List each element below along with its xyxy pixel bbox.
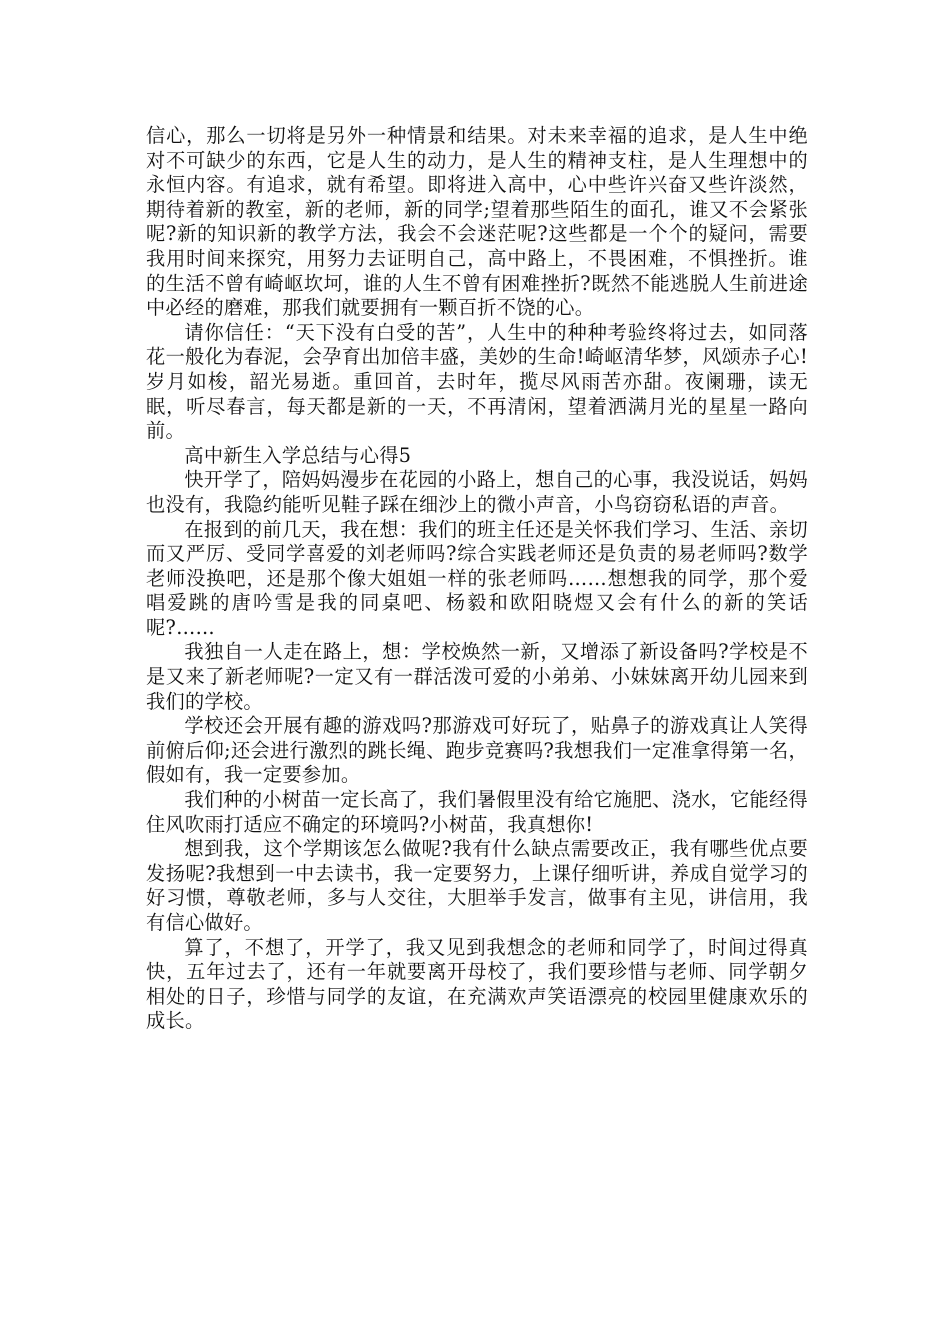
paragraph-games: 学校还会开展有趣的游戏吗?那游戏可好玩了，贴鼻子的游戏真让人笑得前俯后仰;还会进行激烈的跳长绳、跑步竞赛吗?我想我们一定准拿得第一名，假如有，我一定要参加。	[146, 714, 808, 787]
paragraph-continued: 信心，那么一切将是另外一种情景和结果。对未来幸福的追求，是人生中绝对不可缺少的东西，它是人生的动力，是人生的精神支柱，是人生理想中的永恒内容。有追求，就有希望。即将进入高中，心中些许兴奋又些许淡然，期待着新的教室，新的老师，新的同学;望着那些陌生的面孔，谁又不会紧张呢?新的知识新的教学方法，我会不会迷茫呢?这些都是一个个的疑问，需要我用时间来探究，用努力去证明自己，高中路上，不畏困难，不惧挫折。谁的生活不曾有崎岖坎坷，谁的人生不曾有困难挫折?既然不能逃脱人生前进途中必经的磨难，那我们就要拥有一颗百折不饶的心。	[146, 124, 808, 320]
paragraph-walk: 快开学了，陪妈妈漫步在花园的小路上，想自己的心事，我没说话，妈妈也没有，我隐约能听见鞋子踩在细沙上的微小声音，小鸟窃窃私语的声音。	[146, 468, 808, 516]
document-body	[146, 124, 808, 1034]
paragraph-school: 我独自一人走在路上，想：学校焕然一新，又增添了新设备吗?学校是不是又来了新老师呢?一定又有一群活泼可爱的小弟弟、小妹妹离开幼儿园来到我们的学校。	[146, 640, 808, 713]
section-heading: 高中新生入学总结与心得5	[184, 443, 412, 467]
paragraph-sapling: 我们种的小树苗一定长高了，我们暑假里没有给它施肥、浇水，它能经得住风吹雨打适应不确定的环境吗?小树苗，我真想你!	[146, 788, 808, 836]
paragraph-plans: 想到我，这个学期该怎么做呢?我有什么缺点需要改正，我有哪些优点要发扬呢?我想到一中去读书，我一定要努力，上课仔细听讲，养成自觉学习的好习惯，尊敬老师，多与人交往，大胆举手发言，做事有主见，讲信用，我有信心做好。	[146, 837, 808, 934]
paragraph-teachers: 在报到的前几天，我在想：我们的班主任还是关怀我们学习、生活、亲切而又严厉、受同学喜爱的刘老师吗?综合实践老师还是负责的易老师吗?数学老师没换吧，还是那个像大姐姐一样的张老师吗……想想我的同学，那个爱唱爱跳的唐吟雪是我的同桌吧、杨毅和欧阳晓煜又会有什么的新的笑话呢?……	[146, 517, 808, 639]
paragraph-trust: 请你信任：“天下没有白受的苦”，人生中的种种考验终将过去，如同落花一般化为春泥，会孕育出加倍丰盛，美妙的生命!崎岖清华梦，风颂赤子心!岁月如梭，韶光易逝。重回首，去时年，揽尽风雨苦亦甜。夜阑珊，读无眠，听尽春言，每天都是新的一天，不再清闲，望着洒满月光的星星一路向前。	[146, 320, 808, 443]
paragraph-conclusion: 算了，不想了，开学了，我又见到我想念的老师和同学了，时间过得真快，五年过去了，还有一年就要离开母校了，我们要珍惜与老师、同学朝夕相处的日子，珍惜与同学的友谊，在充满欢声笑语漂亮的校园里健康欢乐的成长。	[146, 935, 808, 1033]
